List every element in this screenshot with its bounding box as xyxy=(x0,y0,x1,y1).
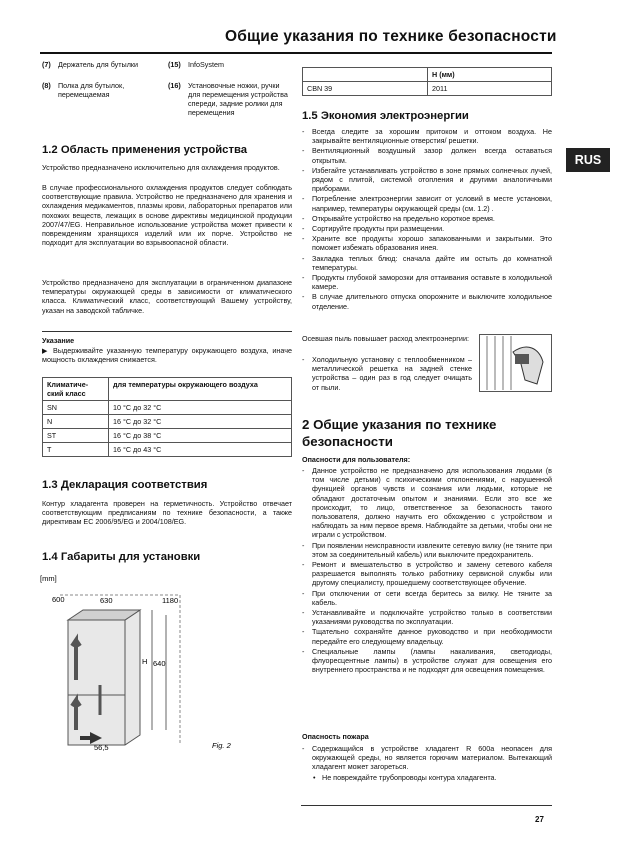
legend-item-7: (7) Держатель для бутылки xyxy=(42,60,139,69)
table-row: T 16 °C до 43 °C xyxy=(43,443,292,457)
section-1-3-title: 1.3 Декларация соответствия xyxy=(42,479,208,491)
list-item: - Ремонт и вмешательство в устройство и замену сетевого кабеля разрешается выполнять только работнику сервисной службы или другому специалисту, прошедшему соответствующее обучение. xyxy=(302,560,552,588)
fire-danger-title: Опасность пожара xyxy=(302,732,369,741)
table-row: SN 10 °C до 32 °C xyxy=(43,401,292,415)
header-rule xyxy=(40,52,552,54)
footer-rule xyxy=(301,805,552,806)
list-item: - Вентиляционный воздушный зазор должен всегда оставаться открытым. xyxy=(302,146,552,164)
users-danger-title: Опасности для пользователя: xyxy=(302,455,411,464)
section-1-5-title: 1.5 Экономия электроэнергии xyxy=(302,110,469,122)
list-item: - Содержащийся в устройстве хладагент R 600a неопасен для окружающей среды, но является горючим материалом. Вытекающий хладагент может загореться. xyxy=(302,744,552,772)
list-item: - Сортируйте продукты при размещении. xyxy=(302,224,552,233)
safety-list xyxy=(302,466,552,675)
list-item: - Тщательно сохраняйте данное руководство и при необходимости передайте его следующему владельцу. xyxy=(302,627,552,645)
section-2-title: 2 Общие указания по технике безопасности xyxy=(302,417,497,449)
list-item: - Избегайте устанавливать устройство в зоне прямых солнечных лучей, рядом с плитой, системой отопления и другими аналогичными приборами. xyxy=(302,166,552,194)
fire-list xyxy=(302,744,552,783)
list-item: - Открывайте устройство на предельно короткое время. xyxy=(302,214,552,223)
cleaning-illustration xyxy=(479,334,552,392)
svg-text:56,5: 56,5 xyxy=(94,743,109,752)
energy-saving-list xyxy=(302,127,552,312)
list-item: - Продукты глубокой заморозки для оттаивания оставьте в холодильной камере. xyxy=(302,273,552,291)
note-title: Указание xyxy=(42,336,75,345)
section-1-2-title: 1.2 Область применения устройства xyxy=(42,144,248,156)
section-1-4-title: 1.4 Габариты для установки xyxy=(42,551,201,563)
s12-paragraph-1: Устройство предназначено исключительно для охлаждения продуктов. xyxy=(42,163,280,172)
s12-paragraph-2: В случае профессионального охлаждения продуктов следует соблюдать соответствующие правила. Устройство не предназначено для хранения и охлаждения медикаментов, плазмы крови, лабораторных препаратов или похожих веществ, лежащих в основе директивы медицинской продукции 2007/47/EG. Неправильное использование устройства может привести к повреждениям хранящихся изделий или их порче. Устройство не подходит для эксплуатации во взрывоопасной области. xyxy=(42,183,292,248)
svg-text:Fig. 2: Fig. 2 xyxy=(212,741,231,750)
svg-text:[mm]: [mm] xyxy=(40,574,57,583)
note-text: ▶ Выдерживайте указанную температуру окружающего воздуха, иначе мощность охлаждения снижается. xyxy=(42,346,292,365)
dust-item: - Холодильную установку с теплообменником – металлической решетка на задней стенке устройства – один раз в год следует очищать от пыли. xyxy=(302,355,472,392)
climate-table: Климатиче-ский класс для температуры окружающего воздуха SN 10 °C до 32 °C N 16 °C до 32 °C ST 16 °C до 38 °C T 16 °C до 43 °C xyxy=(42,377,292,457)
list-item: - В случае длительного отпуска опорожните и выключите холодильное отделение. xyxy=(302,292,552,310)
size-table: H (мм) CBN 39 2011 xyxy=(302,67,552,96)
installation-diagram xyxy=(40,570,295,755)
list-item: - Специальные лампы (лампы накаливания, светодиоды, флуоресцентные лампы) в устройстве служат для освещения его внутреннего пространства и не подходят для освещения помещения. xyxy=(302,647,552,675)
s13-text: Контур хладагента проверен на герметичность. Устройство отвечает соответствующим предписаниям по технике безопасности, а также директивам EC 2006/95/EG и 2004/108/EG. xyxy=(42,499,292,527)
list-item: - Данное устройство не предназначено для использования людьми (в том числе детьми) с психическими отклонениями, с нарушенной функцией органов чувств и сознания или людьми, которые не обладают достаточным опытом и знаниями. Если это все же происходит, то лицо, ответственное за безопасность такого пользователя, должно научить его обхождению с устройством и наблюдать за ним первое время. Наблюдайте за детьми, чтобы они не играли с устройством. xyxy=(302,466,552,540)
page-number: 27 xyxy=(535,815,544,824)
legend-item-16: (16) Установочные ножки, ручки для перемещения устройства спереди, задние ролики для перемещения xyxy=(168,81,288,117)
list-item: - Потребление электроэнергии зависит от условий в месте установки, например, температуры окружающей среды (см. 1.2) . xyxy=(302,194,552,212)
legend-item-8: (8) Полка для бутылок, перемещаемая xyxy=(42,81,125,99)
dust-note: Осевшая пыль повышает расход электроэнергии: xyxy=(302,334,469,343)
svg-text:1180: 1180 xyxy=(162,596,179,605)
svg-text:H: H xyxy=(142,657,148,666)
list-item: - Закладка теплых блюд: сначала дайте им остыть до комнатной температуры. xyxy=(302,254,552,272)
list-item: • Не повреждайте трубопроводы контура хладагента. xyxy=(312,773,552,782)
page-header-title: Общие указания по технике безопасности xyxy=(225,28,557,45)
list-item: - Устанавливайте и подключайте устройство только в соответствии указаниями руководства по эксплуатации. xyxy=(302,608,552,626)
list-item: - При появлении неисправности извлеките сетевую вилку (не тяните при этом за соединительный кабель) или выключите предохранитель. xyxy=(302,541,552,559)
note-rule xyxy=(42,331,292,332)
svg-text:630: 630 xyxy=(100,596,113,605)
svg-text:600: 600 xyxy=(52,595,65,604)
list-item: - Храните все продукты хорошо запакованными и закрытыми. Это поможет избежать образования инея. xyxy=(302,234,552,252)
s12-paragraph-3: Устройство предназначено для эксплуатации в ограниченном диапазоне температуры окружающей среды в зависимости от климатического класса. Климатический класс, соответствующий Вашему устройству, указан на заводской табличке. xyxy=(42,278,292,315)
svg-text:640: 640 xyxy=(153,659,166,668)
legend-item-15: (15) InfoSystem xyxy=(168,60,224,69)
language-tab: RUS xyxy=(566,148,610,172)
list-item: - Всегда следите за хорошим притоком и оттоком воздуха. Не закрывайте вентиляционные отверстия/ решетки. xyxy=(302,127,552,145)
list-item: - При отключении от сети всегда беритесь за вилку. Не тяните за кабель. xyxy=(302,589,552,607)
table-row: N 16 °C до 32 °C xyxy=(43,415,292,429)
table-row: ST 16 °C до 38 °C xyxy=(43,429,292,443)
